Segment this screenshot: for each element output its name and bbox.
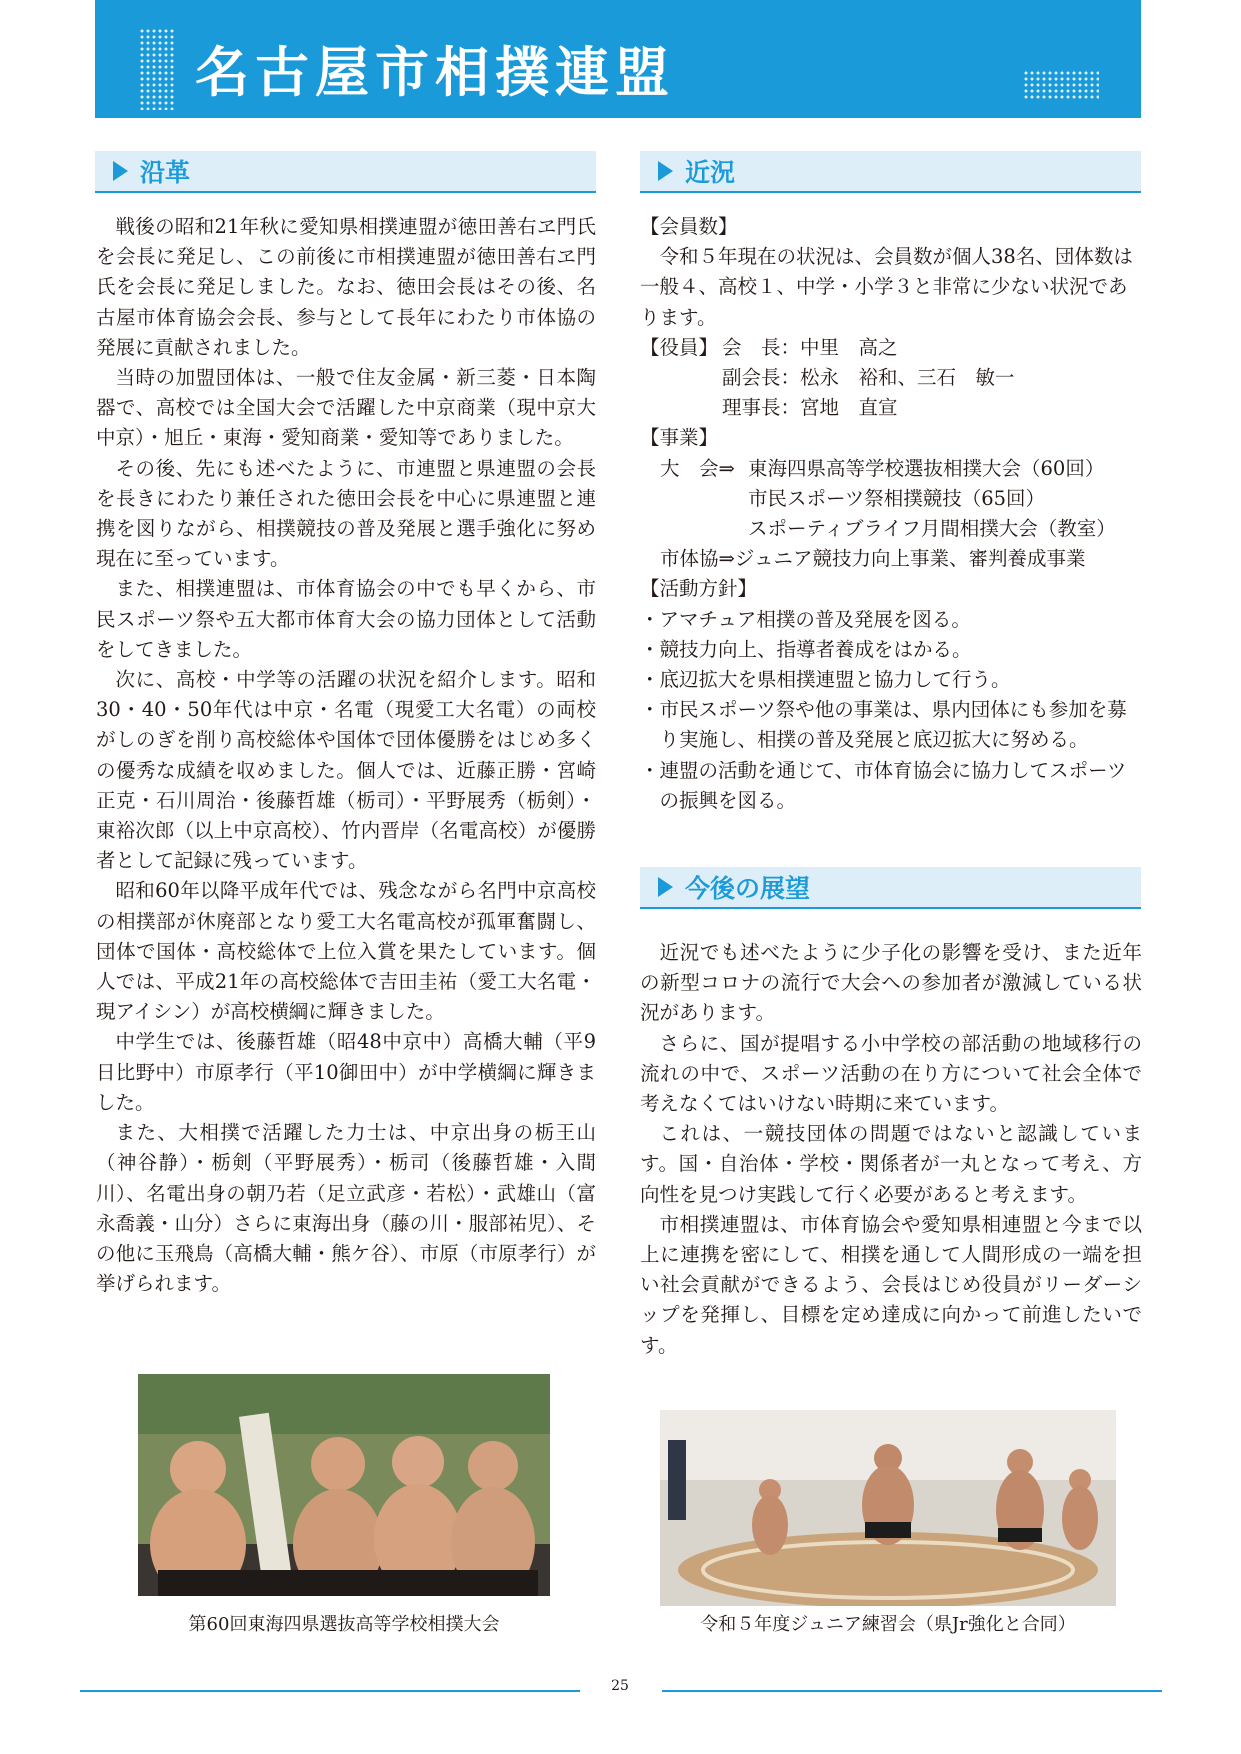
officer-name: 宮地 直宣 xyxy=(800,396,898,420)
project-row xyxy=(640,544,1142,574)
taikyo-line: 市体協⇒ジュニア競技力向上事業、審判養成事業 xyxy=(660,547,1086,571)
dot-pattern-decoration xyxy=(139,28,175,110)
project-item: スポーティブライフ月間相撲大会（教室） xyxy=(748,517,1116,541)
paragraph: 市相撲連盟は、市体育協会や愛知県相連盟と今まで以上に連携を密にして、相撲を通して人間形成の一端を担い社会貢献ができるよう、会長はじめ役員がリーダーシップを発揮し、目標を定め達成に向かって前進したいです。 xyxy=(640,1212,1142,1357)
membership-text: 令和５年現在の状況は、会員数が個人38名、団体数は一般４、高校１、中学・小学３と非常に少ない状況であります。 xyxy=(640,245,1133,329)
photo-illustration xyxy=(138,1374,550,1596)
paragraph: 当時の加盟団体は、一般で住友金属・新三菱・日本陶器で、高校では全国大会で活躍した中京商業（現中京大中京）・旭丘・東海・愛知商業・愛知等でありました。 xyxy=(96,366,596,450)
section-header-tenbou xyxy=(640,867,1141,909)
enkaku-body xyxy=(96,212,596,1299)
project-row xyxy=(640,454,1142,484)
paragraph: その後、先にも述べたように、市連盟と県連盟の会長を長きにわたり兼任された徳田会長を中心に県連盟と連携を図りながら、相撲競技の普及発展と選手強化に努め現在に至っています。 xyxy=(96,456,596,571)
officer-title: 会 長： xyxy=(722,335,801,359)
paragraph: 戦後の昭和21年秋に愛知県相撲連盟が徳田善右ヱ門氏を会長に発足し、この前後に市相撲連盟が徳田善右ヱ門氏を会長に発足しました。なお、徳田会長はその後、名古屋市体育協会会長、参与として長年にわたり市体協の発展に貢献されました。 xyxy=(96,215,596,359)
paragraph: さらに、国が提唱する小中学校の部活動の地域移行の流れの中で、スポーツ活動の在り方について社会全体で考えなくてはいけない時期に来ています。 xyxy=(640,1031,1142,1116)
officer-row xyxy=(640,393,1142,423)
projects-label: 【事業】 xyxy=(640,426,719,450)
policy-item: ・市民スポーツ祭や他の事業は、県内団体にも参加を募り実施し、相撲の普及発展と底辺拡大に努める。 xyxy=(640,698,1127,752)
officer-row xyxy=(640,333,1142,363)
section-title: 今後の展望 xyxy=(685,874,811,903)
section-title: 沿革 xyxy=(140,158,191,187)
footer-rule xyxy=(662,1690,1162,1692)
section-header-kinkyo xyxy=(640,151,1141,193)
policy-item: ・底辺拡大を県相撲連盟と協力して行う。 xyxy=(640,668,1011,692)
photo-tournament-team xyxy=(138,1374,550,1596)
project-row xyxy=(640,484,1142,514)
photo-junior-practice xyxy=(660,1410,1116,1606)
title-banner xyxy=(95,0,1141,118)
policy-item: ・連盟の活動を通じて、市体育協会に協力してスポーツの振興を図る。 xyxy=(640,758,1127,812)
officers-label: 【役員】 xyxy=(640,335,719,359)
paragraph: 昭和60年以降平成年代では、残念ながら名門中京高校の相撲部が休廃部となり愛工大名電高校が孤軍奮闘し、団体で国体・高校総体で上位入賞を果たしています。個人では、平成21年の高校総体で吉田圭祐（愛工大名電・現アイシン）が高校横綱に輝きました。 xyxy=(96,879,596,1024)
membership-label: 【会員数】 xyxy=(640,215,738,238)
kinkyo-body xyxy=(640,212,1142,816)
officer-title: 理事長： xyxy=(722,396,801,420)
tenbou-body xyxy=(640,938,1142,1361)
policy-label: 【活動方針】 xyxy=(640,577,758,601)
page-number: 25 xyxy=(611,1678,629,1694)
photo-illustration xyxy=(660,1410,1116,1606)
dot-pattern-decoration xyxy=(1023,70,1099,100)
officer-name: 松永 裕和、三石 敏一 xyxy=(800,366,1015,390)
paragraph: 近況でも述べたように少子化の影響を受け、また近年の新型コロナの流行で大会への参加者が激減している状況があります。 xyxy=(640,941,1142,1025)
photo-caption: 令和５年度ジュニア練習会（県Jr強化と合同） xyxy=(700,1614,1076,1635)
taikai-label: 大 会⇒ xyxy=(660,456,735,480)
footer-rule xyxy=(80,1690,580,1692)
paragraph: 次に、高校・中学等の活躍の状況を紹介します。昭和30・40・50年代は中京・名電（現愛工大名電）の両校がしのぎを削り高校総体や国体で団体優勝をはじめ多くの優秀な成績を収めました。個人では、近藤正勝・宮崎正克・石川周治・後藤哲雄（栃司）・平野展秀（栃剣）・東裕次郎（以上中京高校）、竹内晋岸（名電高校）が優勝者として記録に残っています。 xyxy=(96,668,596,873)
officer-title: 副会長： xyxy=(722,366,801,390)
triangle-bullet-icon xyxy=(658,877,673,897)
policy-item: ・競技力向上、指導者養成をはかる。 xyxy=(640,637,972,661)
officer-name: 中里 高之 xyxy=(800,335,898,359)
section-header-enkaku xyxy=(95,151,596,193)
section-title: 近況 xyxy=(685,158,736,187)
project-item: 東海四県高等学校選抜相撲大会（60回） xyxy=(748,456,1105,480)
triangle-bullet-icon xyxy=(658,161,673,181)
paragraph: 中学生では、後藤哲雄（昭48中京中）高橋大輔（平9日比野中）市原孝行（平10御田中）が中学横綱に輝きました。 xyxy=(96,1030,596,1114)
project-row xyxy=(640,514,1142,544)
paragraph: これは、一競技団体の問題ではないと認識しています。国・自治体・学校・関係者が一丸となって考え、方向性を見つけ実践して行く必要があると考えます。 xyxy=(640,1122,1142,1206)
paragraph: また、相撲連盟は、市体育協会の中でも早くから、市民スポーツ祭や五大都市体育大会の協力団体として活動をしてきました。 xyxy=(96,577,596,661)
officer-row xyxy=(640,363,1142,393)
triangle-bullet-icon xyxy=(113,161,128,181)
project-item: 市民スポーツ祭相撲競技（65回） xyxy=(748,486,1046,510)
policy-item: ・アマチュア相撲の普及発展を図る。 xyxy=(640,607,971,631)
page-title: 名古屋市相撲連盟 xyxy=(195,41,675,104)
photo-caption: 第60回東海四県選抜高等学校相撲大会 xyxy=(188,1614,500,1635)
paragraph: また、大相撲で活躍した力士は、中京出身の栃王山（神谷静）・栃剣（平野展秀）・栃司（後藤哲雄・入間川）、名電出身の朝乃若（足立武彦・若松）・武雄山（富永喬義・山分）さらに東海出身（藤の川・服部祐児）、その他に玉飛鳥（高橋大輔・熊ケ谷）、市原（市原孝行）が挙げられます。 xyxy=(96,1121,596,1296)
